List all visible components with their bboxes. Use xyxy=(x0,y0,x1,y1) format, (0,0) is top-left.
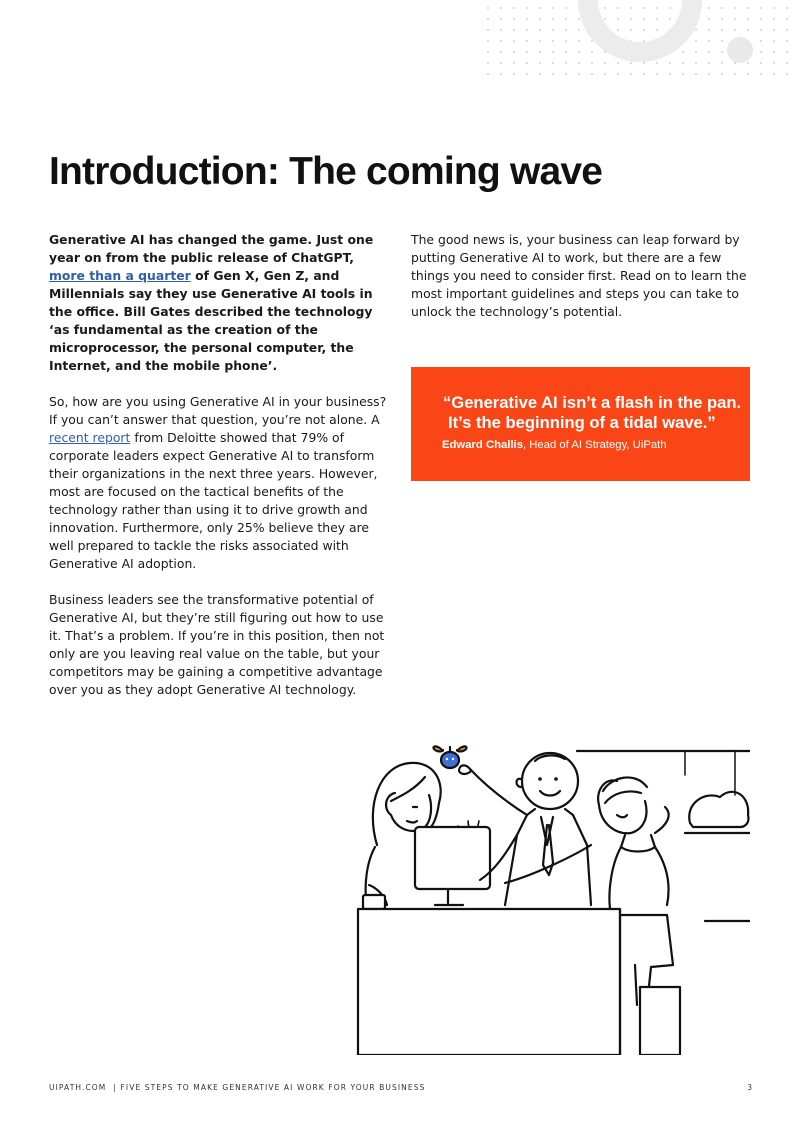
pull-quote-text xyxy=(443,393,743,433)
page-footer xyxy=(49,1083,752,1092)
pull-quote-box xyxy=(411,367,750,481)
header-decoration xyxy=(0,0,800,110)
pull-quote-attribution xyxy=(442,439,667,451)
decorative-dot xyxy=(727,37,753,63)
footer-site: UIPATH.COM xyxy=(49,1083,107,1092)
right-column xyxy=(411,231,756,339)
deloitte-text-part1: So, how are you using Generative AI in your business? If you can’t answer that question, you’re not alone. A xyxy=(49,394,387,427)
quote-author-role: , Head of AI Strategy, UiPath xyxy=(522,439,667,451)
good-news-paragraph: The good news is, your business can leap forward by putting Generative AI to work, but there are a few things you need to consider first. Read on to learn the most important guidelines and steps you can take to unlock the technology’s potential. xyxy=(411,232,747,319)
footer-doc-title: FIVE STEPS TO MAKE GENERATIVE AI WORK FOR YOUR BUSINESS xyxy=(120,1083,426,1092)
pull-quote-line2: It’s the beginning of a tidal wave.” xyxy=(448,413,716,432)
recent-report-link[interactable]: recent report xyxy=(49,430,131,445)
more-than-a-quarter-link[interactable]: more than a quarter xyxy=(49,268,191,283)
team-celebrating-at-desk-illustration xyxy=(355,735,750,1055)
page-title: Introduction: The coming wave xyxy=(49,150,603,193)
intro-text-part1: Generative AI has changed the game. Just one year on from the public release of ChatGPT, xyxy=(49,232,374,265)
pull-quote-line1: “Generative AI isn’t a flash in the pan. xyxy=(443,393,742,412)
business-leaders-paragraph: Business leaders see the transformative potential of Generative AI, but they’re still figuring out how to use it. That’s a problem. If you’re in this position, then not only are you leaving real value on the table, but your competitors may be gaining a competitive advantage over you as they adopt Generative AI technology. xyxy=(49,592,385,697)
quote-author: Edward Challis xyxy=(442,439,523,451)
page-number: 3 xyxy=(747,1083,752,1092)
footer-separator: | xyxy=(113,1083,117,1092)
intro-text-part2: of Gen X, Gen Z, and Millennials say they use Generative AI tools in the office. Bill Gates described the technology ‘as fundamental as the creation of the microprocessor, the personal computer, the Internet, and the mobile phone’. xyxy=(49,268,373,373)
intro-paragraph xyxy=(49,231,394,375)
deloitte-text-part2: from Deloitte showed that 79% of corporate leaders expect Generative AI to transform their organizations in the next three years. However, most are focused on the tactical benefits of the technology rather than using it to drive growth and innovation. Furthermore, only 25% believe they are well prepared to tackle the risks associated with Generative AI adoption. xyxy=(49,430,378,571)
left-column xyxy=(49,231,394,717)
decorative-ring xyxy=(588,0,692,52)
deloitte-paragraph xyxy=(49,393,394,573)
